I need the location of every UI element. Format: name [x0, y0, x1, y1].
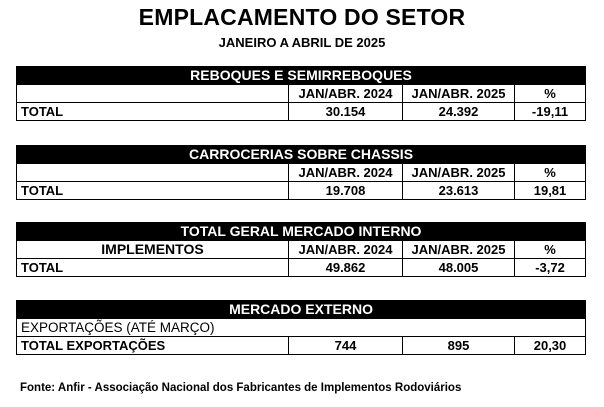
row-label: TOTAL: [17, 182, 289, 200]
value-pct: 20,30: [515, 337, 586, 355]
value-2024: 744: [289, 337, 403, 355]
table-mercado-externo: [16, 300, 586, 355]
column-pct: %: [515, 85, 586, 103]
column-label: [17, 164, 289, 182]
column-pct: %: [515, 164, 586, 182]
column-2024: JAN/ABR. 2024: [289, 164, 403, 182]
value-2025: 24.392: [403, 103, 515, 121]
column-header-row: [17, 241, 586, 259]
section-header: CARROCERIAS SOBRE CHASSIS: [17, 146, 586, 164]
value-2025: 48.005: [403, 259, 515, 277]
section-header: MERCADO EXTERNO: [17, 301, 586, 319]
table-carrocerias: [16, 145, 586, 200]
table-reboques: [16, 66, 586, 121]
total-row: [17, 182, 586, 200]
page-subtitle: JANEIRO A ABRIL DE 2025: [218, 35, 386, 50]
value-2024: 30.154: [289, 103, 403, 121]
column-2025: JAN/ABR. 2025: [403, 85, 515, 103]
column-2025: JAN/ABR. 2025: [403, 164, 515, 182]
section-header: TOTAL GERAL MERCADO INTERNO: [17, 223, 586, 241]
column-header-row: [17, 85, 586, 103]
value-pct: 19,81: [515, 182, 586, 200]
value-2025: 895: [403, 337, 515, 355]
row-label: TOTAL: [17, 259, 289, 277]
total-row: [17, 259, 586, 277]
exports-period-label: EXPORTAÇÕES (ATÉ MARÇO): [17, 319, 586, 337]
column-label: IMPLEMENTOS: [17, 241, 289, 259]
column-label: [17, 85, 289, 103]
total-row: [17, 103, 586, 121]
column-2024: JAN/ABR. 2024: [289, 85, 403, 103]
value-2025: 23.613: [403, 182, 515, 200]
column-pct: %: [515, 241, 586, 259]
sub-label-row: [17, 319, 586, 337]
row-label: TOTAL: [17, 103, 289, 121]
column-header-row: [17, 164, 586, 182]
value-2024: 49.862: [289, 259, 403, 277]
value-pct: -19,11: [515, 103, 586, 121]
row-label: TOTAL EXPORTAÇÕES: [17, 337, 289, 355]
column-2024: JAN/ABR. 2024: [289, 241, 403, 259]
column-2025: JAN/ABR. 2025: [403, 241, 515, 259]
section-header: REBOQUES E SEMIRREBOQUES: [17, 67, 586, 85]
page-title: EMPLACAMENTO DO SETOR: [138, 4, 466, 30]
value-2024: 19.708: [289, 182, 403, 200]
table-mercado-interno: [16, 222, 586, 277]
total-row: [17, 337, 586, 355]
value-pct: -3,72: [515, 259, 586, 277]
source-note: Fonte: Anfir - Associação Nacional dos Fabricantes de Implementos Rodoviários: [20, 382, 462, 394]
